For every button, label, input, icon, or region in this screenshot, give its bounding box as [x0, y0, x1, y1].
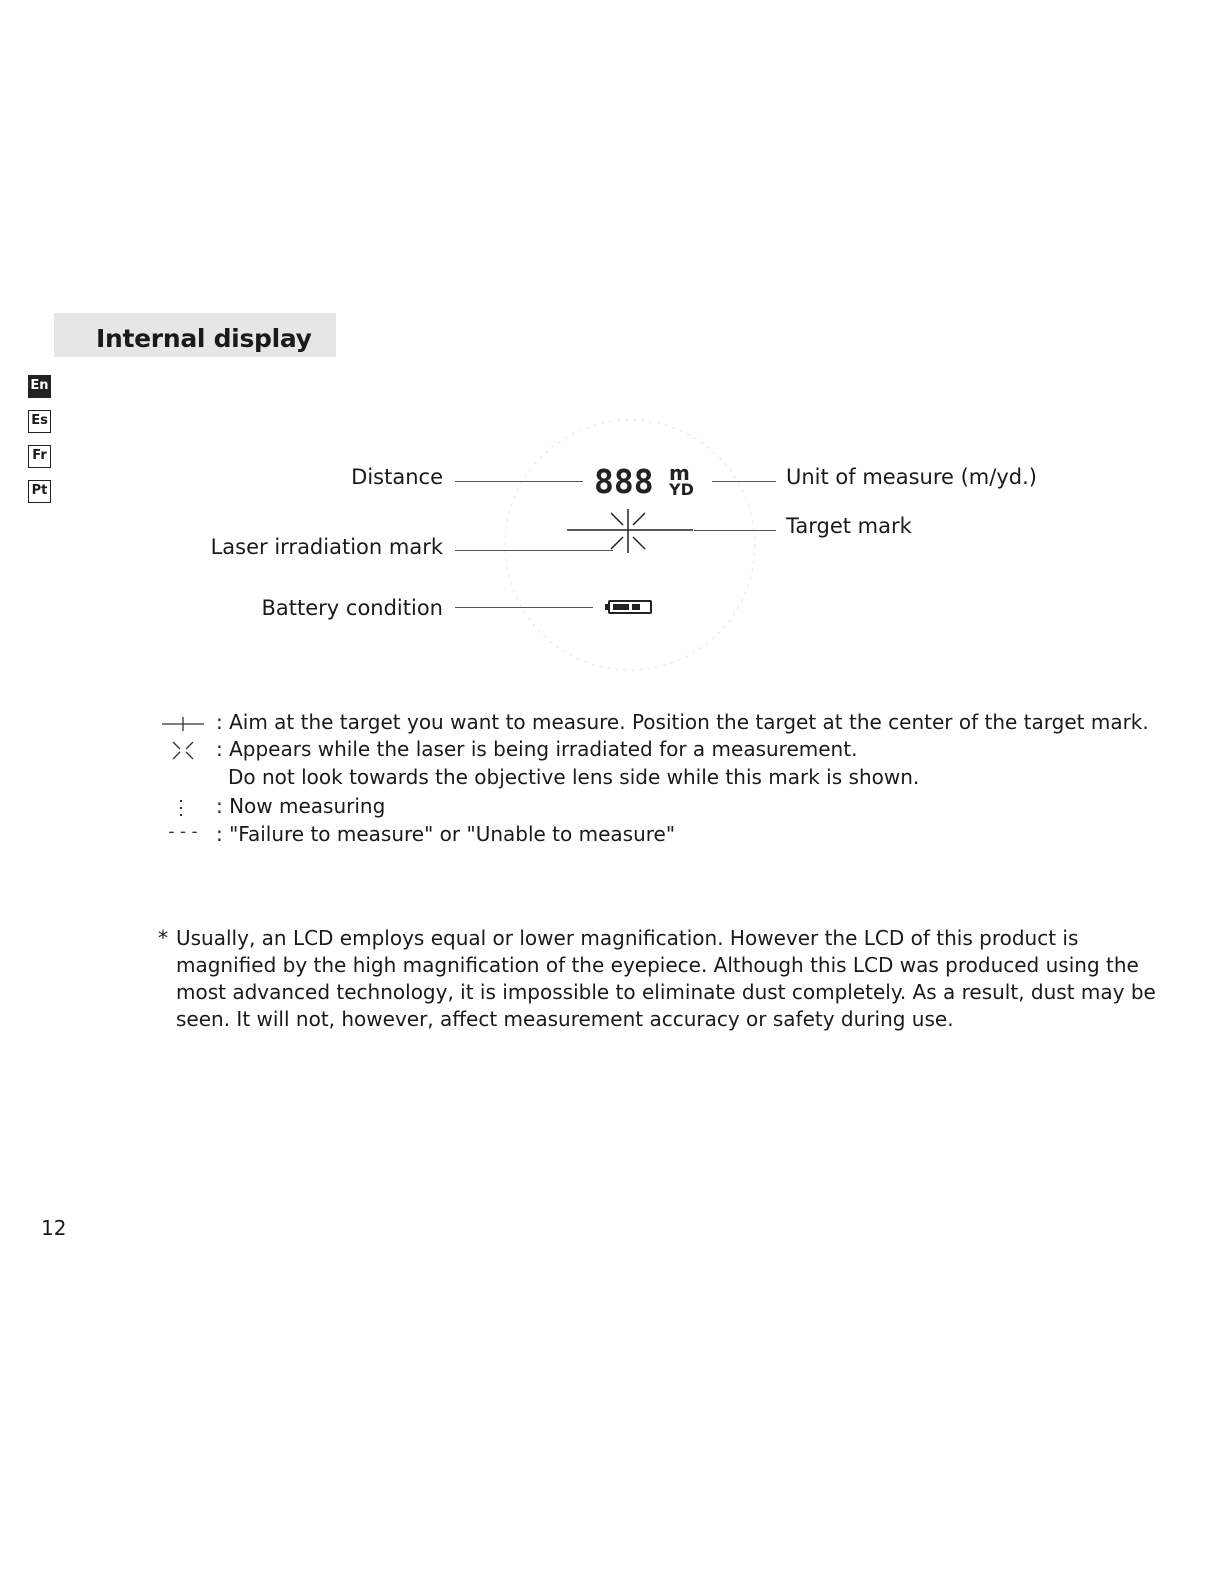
lcd-unit-m: m: [669, 461, 690, 485]
legend-measuring-text: : Now measuring: [216, 794, 386, 818]
leader-target: [694, 530, 776, 531]
legend-target-text: : Aim at the target you want to measure. Position the target at the center of the target mark.: [216, 710, 1149, 734]
lang-tab-pt[interactable]: Pt: [28, 480, 51, 503]
legend-laser-mark-icon: [170, 739, 196, 761]
legend-failure-mark: - - -: [168, 822, 198, 842]
legend-laser-warning: Do not look towards the objective lens side while this mark is shown.: [228, 765, 920, 789]
leader-battery: [455, 607, 593, 608]
legend-failure-text: : "Failure to measure" or "Unable to measure": [216, 822, 676, 846]
lang-tab-fr[interactable]: Fr: [28, 445, 51, 468]
target-mark-icon: [565, 505, 695, 557]
lcd-digits: 888: [594, 462, 654, 501]
lang-tab-es[interactable]: Es: [28, 410, 51, 433]
footnote-text: Usually, an LCD employs equal or lower magnification. However the LCD of this product is magnified by the high magnification of the eyepiece. Although this LCD was produced using the most advanced technology, it is impossible to eliminate dust completely. As a result, dust may be seen. It will not, however, affect measurement accuracy or safety during use.: [176, 926, 1156, 1031]
callout-unit: Unit of measure (m/yd.): [786, 465, 1037, 489]
legend-measuring-mark-icon: [176, 797, 188, 819]
lcd-unit-yd: YD: [669, 480, 694, 499]
leader-distance: [455, 481, 583, 482]
callout-distance: Distance: [351, 465, 443, 489]
footnote: [158, 925, 1168, 1033]
battery-icon: [605, 599, 653, 615]
callout-battery: Battery condition: [261, 596, 443, 620]
callout-laser: Laser irradiation mark: [210, 535, 443, 559]
legend-laser-text: : Appears while the laser is being irradiated for a measurement.: [216, 737, 858, 761]
page-number: 12: [41, 1216, 67, 1240]
footnote-asterisk: *: [158, 926, 168, 950]
lang-tab-en[interactable]: En: [28, 375, 51, 398]
callout-target: Target mark: [786, 514, 912, 538]
legend-target-mark-icon: [162, 714, 206, 732]
leader-unit: [712, 481, 776, 482]
section-title: Internal display: [96, 324, 312, 353]
